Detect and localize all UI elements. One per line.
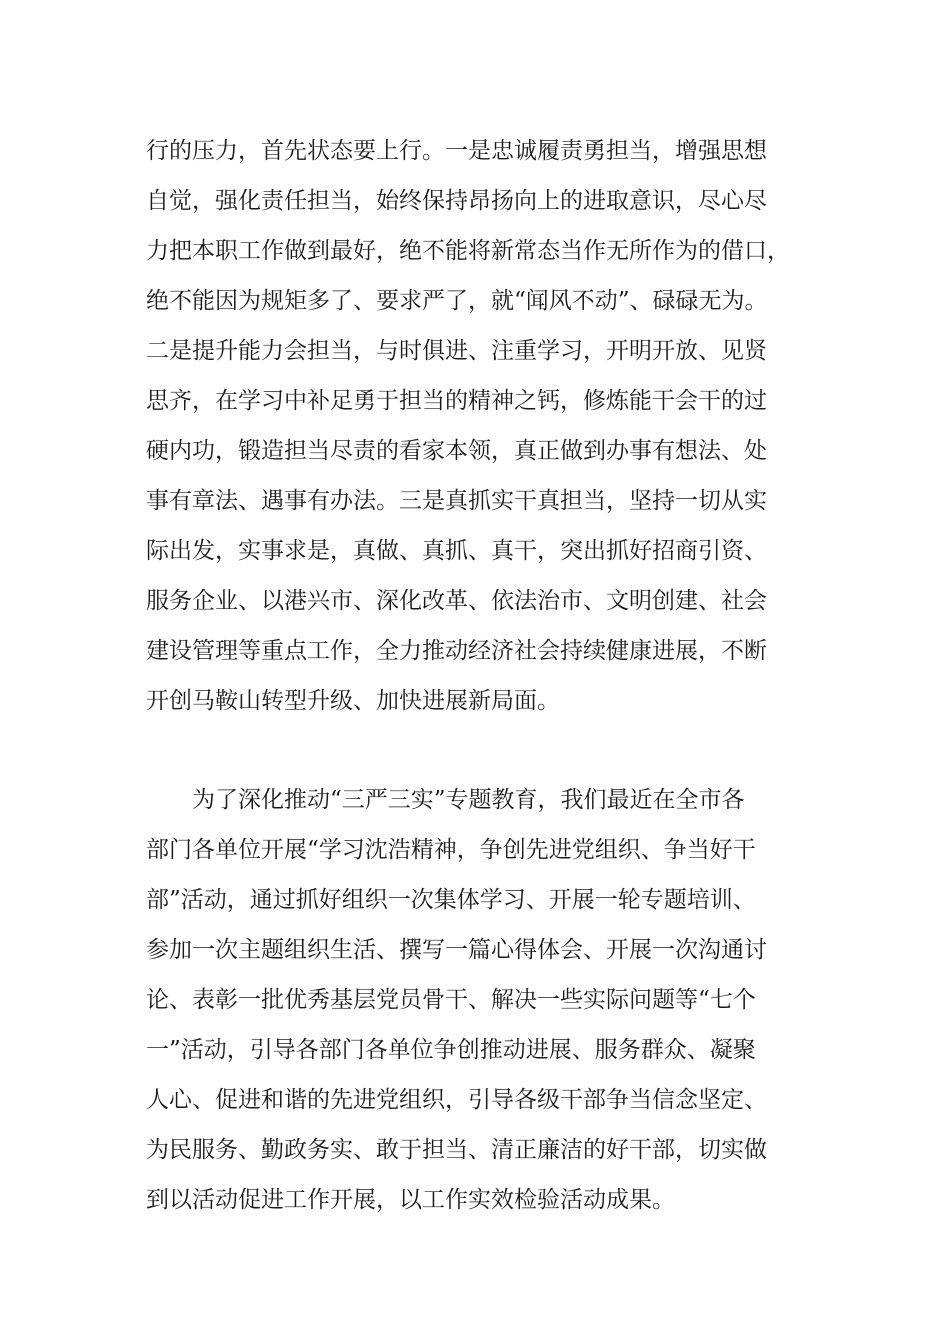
text-line: 际出发，实事求是，真做、真抓、真干，突出抓好招商引资、 xyxy=(146,538,767,564)
text-line: 部门各单位开展“学习沈浩精神，争创先进党组织、争当好干 xyxy=(146,837,756,863)
text-line: 事有章法、遇事有办法。三是真抓实干真担当，坚持一切从实 xyxy=(146,488,767,514)
text-line: 硬内功，锻造担当尽责的看家本领，真正做到办事有想法、处 xyxy=(146,438,767,464)
paragraph-2 xyxy=(146,775,826,1225)
text-line: 力把本职工作做到最好，绝不能将新常态当作无所作为的借口， xyxy=(146,238,790,264)
text-line: 参加一次主题组织生活、撰写一篇心得体会、开展一次沟通讨 xyxy=(146,937,767,963)
text-line: 二是提升能力会担当，与时俱进、注重学习，开明开放、见贤 xyxy=(146,338,767,364)
text-line: 绝不能因为规矩多了、要求严了，就“闻风不动”、碌碌无为。 xyxy=(146,288,768,314)
text-line: 服务企业、以港兴市、深化改革、依法治市、文明创建、社会 xyxy=(146,588,767,614)
text-line: 一”活动，引导各部门各单位争创推动进展、服务群众、凝聚 xyxy=(146,1037,756,1063)
text-line: 为了深化推动“三严三实”专题教育，我们最近在全市各 xyxy=(192,787,745,813)
text-line: 思齐，在学习中补足勇于担当的精神之钙，修炼能干会干的过 xyxy=(146,388,767,414)
text-line: 开创马鞍山转型升级、加快进展新局面。 xyxy=(146,688,560,714)
text-line: 到以活动促进工作开展，以工作实效检验活动成果。 xyxy=(146,1187,675,1213)
text-line: 论、表彰一批优秀基层党员骨干、解决一些实际问题等“七个 xyxy=(146,987,756,1013)
text-line: 行的压力，首先状态要上行。一是忠诚履责勇担当，增强思想 xyxy=(146,138,767,164)
text-line: 部”活动，通过抓好组织一次集体学习、开展一轮专题培训、 xyxy=(146,887,756,913)
text-line: 为民服务、勤政务实、敢于担当、清正廉洁的好干部，切实做 xyxy=(146,1137,767,1163)
text-line: 人心、促进和谐的先进党组织，引导各级干部争当信念坚定、 xyxy=(146,1087,767,1113)
text-line: 自觉，强化责任担当，始终保持昂扬向上的进取意识，尽心尽 xyxy=(146,188,767,214)
text-line: 建设管理等重点工作，全力推动经济社会持续健康进展，不断 xyxy=(146,638,767,664)
paragraph-1 xyxy=(146,126,826,726)
